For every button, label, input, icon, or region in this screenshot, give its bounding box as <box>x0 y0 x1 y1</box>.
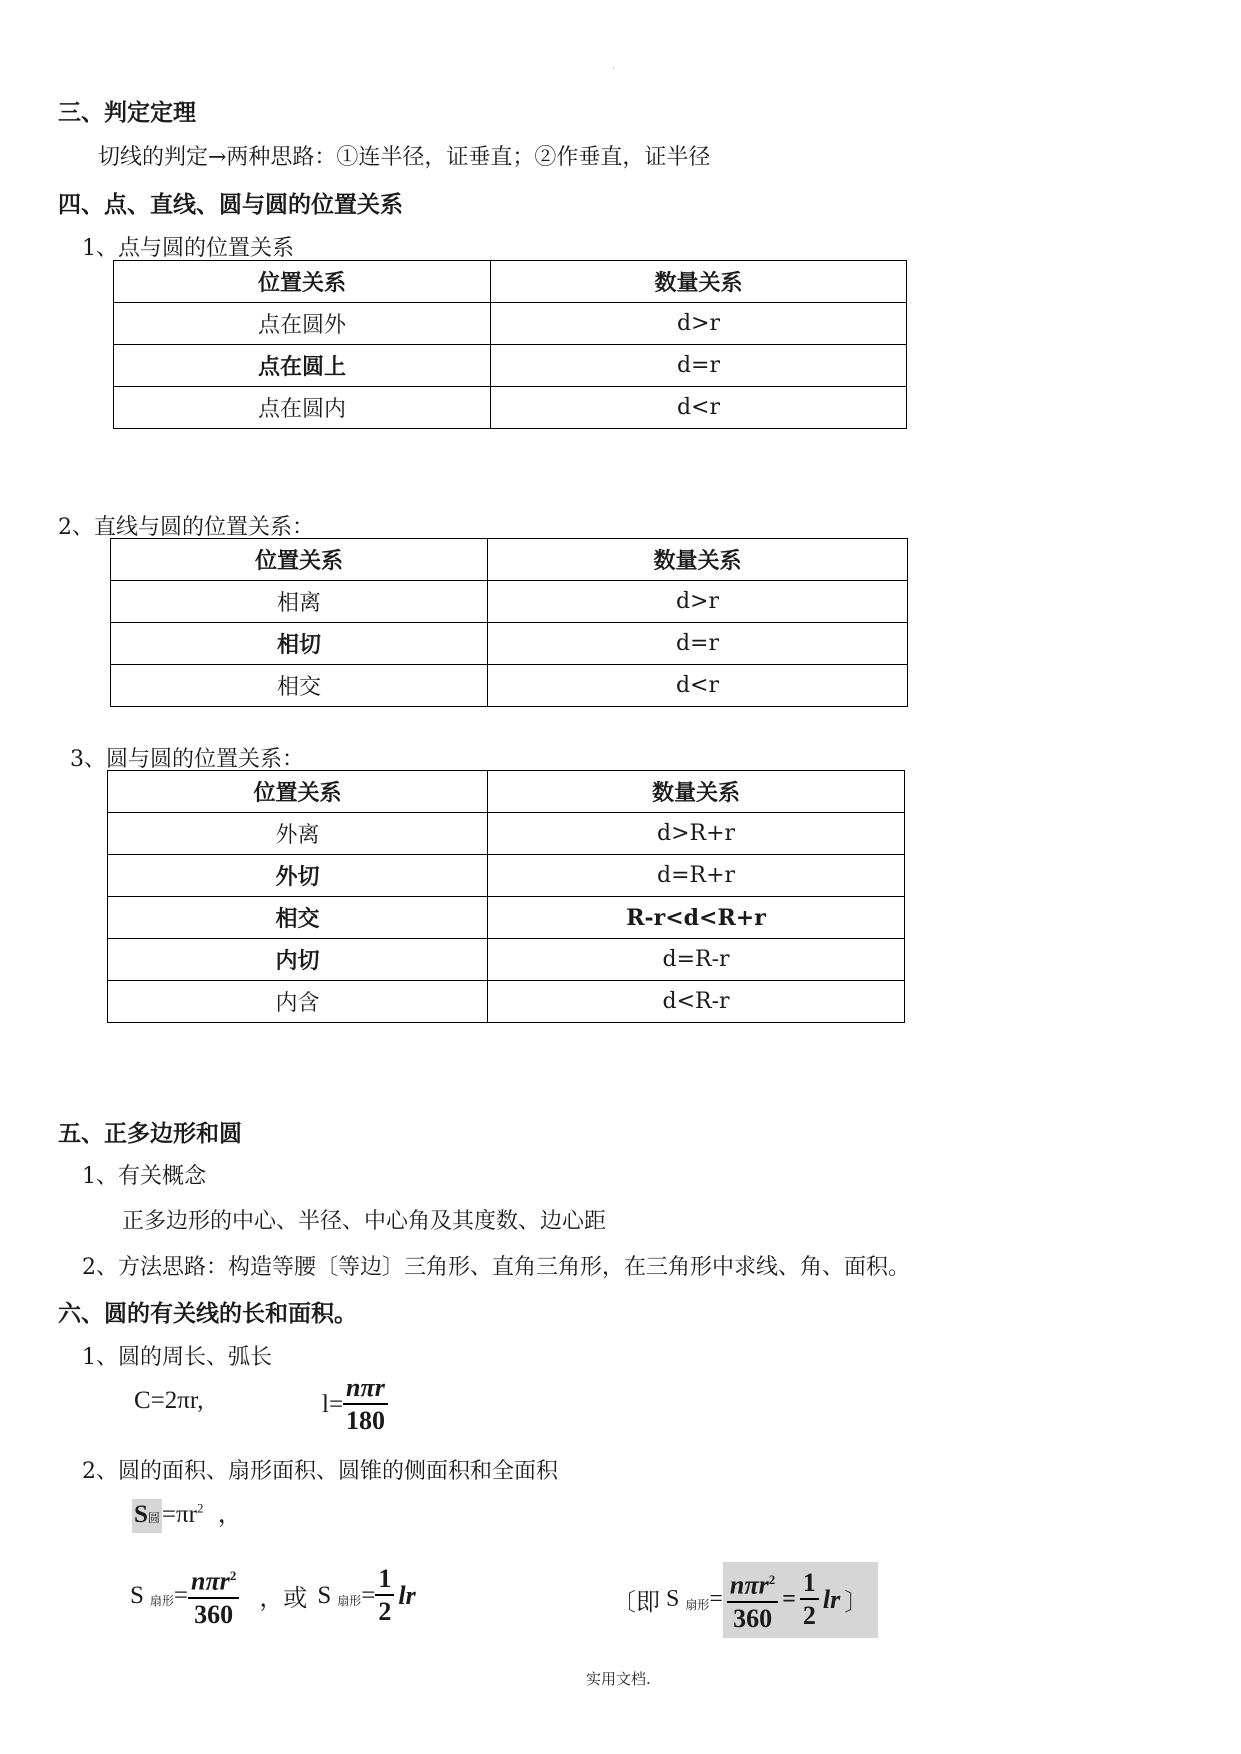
header-position: 位置关系 <box>111 539 488 581</box>
header-position: 位置关系 <box>114 261 491 303</box>
section-5-item-1: 1、有关概念 <box>82 1164 206 1189</box>
section-6-heading: 六、圆的有关线的长和面积。 <box>58 1301 357 1327</box>
paren-close: 〕 <box>844 1590 869 1617</box>
section-3-text: 切线的判定→两种思路：①连半径，证垂直；②作垂直，证半径 <box>98 145 711 170</box>
table-row <box>114 387 907 429</box>
sector-exponent: 2 <box>229 1568 237 1583</box>
circle-area-formula <box>132 1494 243 1533</box>
half-denominator: 2 <box>378 1596 392 1626</box>
combined-highlight <box>723 1562 878 1638</box>
table-row <box>108 939 905 981</box>
header-position: 位置关系 <box>108 771 488 813</box>
sector-symbol: S <box>130 1581 144 1609</box>
header-quantity: 数量关系 <box>488 539 908 581</box>
cell-quantity: d>r <box>491 303 907 345</box>
cell-quantity: d=r <box>491 345 907 387</box>
area-symbol-highlight <box>132 1499 162 1533</box>
table-header-row <box>108 771 905 813</box>
sector-subscript-3: 扇形 <box>685 1598 710 1613</box>
table-header-row <box>114 261 907 303</box>
table-row <box>108 813 905 855</box>
combined-fraction <box>727 1566 778 1634</box>
sector-numerator <box>188 1562 239 1599</box>
combined-exponent: 2 <box>768 1572 776 1587</box>
arc-fraction <box>343 1374 388 1436</box>
sector-equals: = <box>173 1581 189 1609</box>
combined-numerator-text: nπr <box>729 1570 769 1600</box>
cell-quantity: d<r <box>488 665 908 707</box>
cell-position: 相交 <box>111 665 488 707</box>
cell-position: 相切 <box>111 623 488 665</box>
cell-quantity: d<R-r <box>488 981 905 1023</box>
subsection-4-1-title: 1、点与圆的位置关系 <box>82 236 294 261</box>
footer-text: 实用文档. <box>586 1670 651 1688</box>
circumference-formula: C=2πr, <box>134 1387 204 1414</box>
section-5-item-1-text: 正多边形的中心、半径、中心角及其度数、边心距 <box>122 1209 607 1234</box>
cell-quantity: d=R+r <box>488 855 905 897</box>
table-row <box>111 623 908 665</box>
cell-position: 相离 <box>111 581 488 623</box>
combined-half-numerator: 1 <box>800 1569 819 1600</box>
sector-subscript: 扇形 <box>149 1594 174 1609</box>
section-5-item-2: 2、方法思路：构造等腰〔等边〕三角形、直角三角形，在三角形中求线、角、面积。 <box>82 1255 910 1280</box>
cell-position: 点在圆外 <box>114 303 491 345</box>
half-numerator: 1 <box>375 1565 394 1596</box>
combined-half-fraction <box>800 1569 819 1631</box>
area-exponent: 2 <box>196 1500 204 1516</box>
or-text: ，或 <box>259 1584 308 1613</box>
cell-position: 内含 <box>108 981 488 1023</box>
combined-lr-term: lr <box>822 1584 841 1614</box>
area-tail: ， <box>217 1501 243 1528</box>
point-circle-table <box>113 260 907 429</box>
cell-quantity: d<r <box>491 387 907 429</box>
sector-area-formula <box>130 1562 416 1630</box>
sector-subscript-2: 扇形 <box>337 1594 362 1609</box>
arc-denominator: 180 <box>345 1406 385 1435</box>
section-6-item-2: 2、圆的面积、扇形面积、圆锥的侧面积和全面积 <box>82 1459 558 1484</box>
section-5-heading: 五、正多边形和圆 <box>58 1121 242 1147</box>
cell-position: 外离 <box>108 813 488 855</box>
section-6-item-1: 1、圆的周长、弧长 <box>82 1345 272 1370</box>
arc-lhs: l= <box>322 1391 344 1418</box>
line-circle-table <box>110 538 908 707</box>
lr-term: lr <box>398 1580 416 1610</box>
section-4-heading: 四、点、直线、圆与圆的位置关系 <box>58 192 403 218</box>
combined-denominator: 360 <box>733 1603 773 1633</box>
cell-quantity: R-r<d<R+r <box>488 897 905 939</box>
cell-quantity: d=R-r <box>488 939 905 981</box>
arc-length-formula <box>322 1374 388 1436</box>
table-row <box>111 581 908 623</box>
cell-quantity: d>R+r <box>488 813 905 855</box>
cell-position: 相交 <box>108 897 488 939</box>
area-rhs: =πr <box>161 1501 197 1528</box>
subsection-4-3-title: 3、圆与圆的位置关系： <box>70 747 304 772</box>
table-row <box>111 665 908 707</box>
paren-open: 〔即 <box>612 1588 660 1617</box>
sector-denominator: 360 <box>194 1599 234 1629</box>
area-symbol: S <box>134 1501 148 1528</box>
cell-quantity: d=r <box>488 623 908 665</box>
arc-numerator: nπr <box>343 1374 388 1405</box>
sector-symbol-3: S <box>666 1586 680 1613</box>
combined-half-denominator: 2 <box>802 1600 816 1630</box>
cell-position: 外切 <box>108 855 488 897</box>
cell-position: 内切 <box>108 939 488 981</box>
area-subscript: 圆 <box>147 1511 160 1525</box>
table-row <box>108 855 905 897</box>
table-row <box>114 303 907 345</box>
sector-numerator-text: nπr <box>191 1566 230 1596</box>
sector-symbol-2: S <box>317 1581 332 1609</box>
table-row <box>108 981 905 1023</box>
table-header-row <box>111 539 908 581</box>
combined-sector-formula <box>612 1562 878 1638</box>
half-fraction <box>375 1565 394 1627</box>
combined-numerator <box>727 1566 778 1603</box>
cell-quantity: d>r <box>488 581 908 623</box>
table-row <box>108 897 905 939</box>
subsection-4-2-title: 2、直线与圆的位置关系： <box>58 515 314 540</box>
cell-position: 点在圆上 <box>114 345 491 387</box>
sector-fraction <box>188 1562 239 1630</box>
header-quantity: 数量关系 <box>488 771 905 813</box>
header-quantity: 数量关系 <box>491 261 907 303</box>
circle-circle-table <box>107 770 905 1023</box>
sector-equals-2: = <box>361 1581 376 1609</box>
cell-position: 点在圆内 <box>114 387 491 429</box>
section-3-heading: 三、判定定理 <box>58 100 196 126</box>
top-mark: · <box>612 64 615 73</box>
sector-equals-3: = <box>709 1586 723 1613</box>
combined-equals: = <box>782 1586 796 1613</box>
table-row <box>114 345 907 387</box>
